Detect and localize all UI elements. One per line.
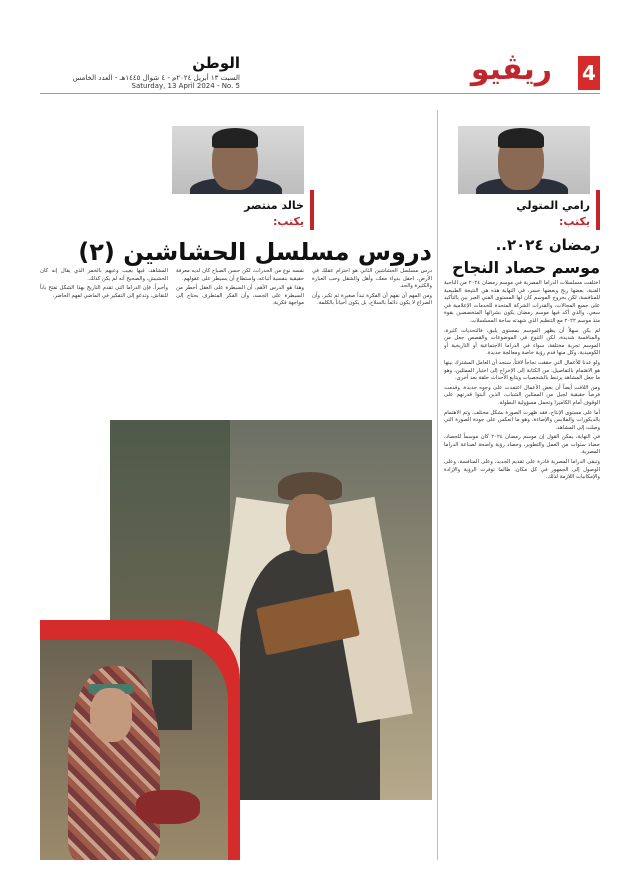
author-photo	[172, 126, 304, 194]
header-divider	[40, 93, 600, 94]
paragraph: لم يكن سهلاً أن يظهر الموسم بمستوى يليق، فالتحديات كثيرة، والمنافسة شديدة، لكن التنوع في الموضوعات والقصص جعل من الموسم تجربة مختلفة، سواء في الدراما الاجتماعية أو التاريخية أو الكوميدية، وكل منها قدم رؤية خاصة ومعالجة جديدة.	[444, 327, 600, 357]
author-name: رامي المتولي	[516, 199, 590, 212]
paragraph: وهذا هو الدرس الأهم، أن السيطرة على العقل أخطر من السيطرة على الجسد، وأن الفكر المتطرف يحتاج إلى مواجهة فكرية.	[176, 285, 304, 307]
author-accent-bar	[310, 190, 314, 230]
article-left-headline: دروس مسلسل الحشاشين (٢)	[78, 238, 432, 266]
author-accent-bar	[596, 190, 600, 230]
date-arabic: السبت ١٣ أبريل ٢٠٢٤م - ٤ شوال ١٤٤٥هـ - العدد الخامس	[72, 74, 240, 82]
paragraph: المشاهد، فيها يغيب وعيهم بالخمر الذي يقال إنه كان الحشيش، والصحيح أنه لم يكن كذلك.	[40, 268, 168, 282]
headline-kicker: رمضان ٢٠٢٤..	[495, 236, 600, 254]
page-header	[40, 50, 600, 92]
article-right-body	[444, 280, 600, 860]
paragraph: ومن اللافت أيضاً أن بعض الأعمال اعتمدت على وجوه جديدة، وقدمت فرصاً حقيقية لجيل من الممثلين الشباب، الذين أثبتوا قدرتهم على الوقوف أمام الكاميرا وتحمل مسؤولية البطولة.	[444, 384, 600, 406]
masthead	[40, 54, 240, 90]
headline-main: موسم حصاد النجاح	[452, 258, 600, 277]
article-left-column-1	[312, 268, 432, 408]
author-name: خالد منتصر	[244, 199, 304, 212]
section-logo: ريڤيو	[470, 52, 552, 87]
paragraph: اختلفت مسلسلات الدراما المصرية في موسم رمضان ٢٠٢٤ من الناحية الفنية، بعضها ربح وبعضها خسر، في النهاية هذه هي النتيجة الطبيعية للمنافسة، لكن بخروج الموسم كان لها المستوى الفني العبر بين بالتأكيد على جميع المجالات، والقدرات الشركة المتحدة للخدمات الإعلامية في سعي، والذي أكد فيها موسم رمضان يكون بشرائها المتخصصين بقوة منذ موسم ٢٠٢٢ مع التنظيم الذي شهدته ساحة المسلسلات.	[444, 280, 600, 324]
paper-name: الوطن	[192, 54, 240, 72]
paragraph: ومن المهم أن نفهم أن الفكرة تبدأ صغيرة ثم تكبر، وأن الصراع لا يكون دائماً بالسلاح، بل يكون أحياناً بالكلمة.	[312, 292, 432, 307]
series-still-secondary	[40, 640, 228, 860]
paragraph: في النهاية، يمكن القول إن موسم رمضان ٢٠٢٤ كان موسماً للحصاد، حصاد سنوات من العمل والتطوير، وحصاد رؤية واضحة لصناعة الدراما المصرية.	[444, 434, 600, 456]
author-writes-label: يكتب:	[558, 215, 590, 228]
paragraph: ولو عدنا للأعمال التي حققت نجاحاً لافتاً، سنجد أن العامل المشترك بينها هو الاهتمام بالتفاصيل، من الكتابة إلى الإخراج إلى اختيار الممثلين، وهو ما جعل المشاهد يرتبط بالشخصيات ويتابع الأحداث حلقة بعد أخرى.	[444, 359, 600, 382]
paragraph: نفسه نوع من الحدرات، لكن حسن الصباح كان لديه معرفة حقيقية بنفسية أتباعه، واستطاع أن يسيطر على عقولهم.	[176, 268, 304, 282]
article-right-headline	[444, 236, 600, 277]
paragraph: درس مسلسل الحشاشين الثاني هو احترام عقلك في الأرض، احفل بدواء معك، وأهل والشقل وحب العبارة والكثيرة والحد.	[312, 268, 432, 290]
author-left	[172, 118, 304, 230]
paragraph: أما على مستوى الإنتاج، فقد ظهرت الصورة بشكل مختلف، وتم الاهتمام بالديكورات والملابس والإضاءة، وهو ما انعكس على جودة الصورة التي وصلت إلى المشاهد.	[444, 409, 600, 431]
article-left-column-3	[40, 268, 168, 384]
article-left-column-2	[176, 268, 304, 408]
date-english: Saturday, 13 April 2024 - No. 5	[131, 82, 240, 90]
photo-collage	[40, 400, 432, 860]
page-number: 4	[578, 56, 600, 90]
author-right	[458, 118, 590, 230]
paragraph: وأخيراً، فإن الدراما التي تقدم التاريخ بهذا الشكل تفتح باباً للنقاش، وتدعو إلى التفكير في الماضي لفهم الحاضر.	[40, 285, 168, 299]
paragraph: وتبقى الدراما المصرية قادرة على تقديم الجديد، وعلى المنافسة، وعلى الوصول إلى الجمهور في كل مكان، طالما توفرت الرؤية والإرادة والإمكانيات اللازمة لذلك.	[444, 459, 600, 481]
author-writes-label: يكتب:	[272, 215, 304, 228]
column-divider	[437, 110, 438, 860]
author-photo	[458, 126, 590, 194]
